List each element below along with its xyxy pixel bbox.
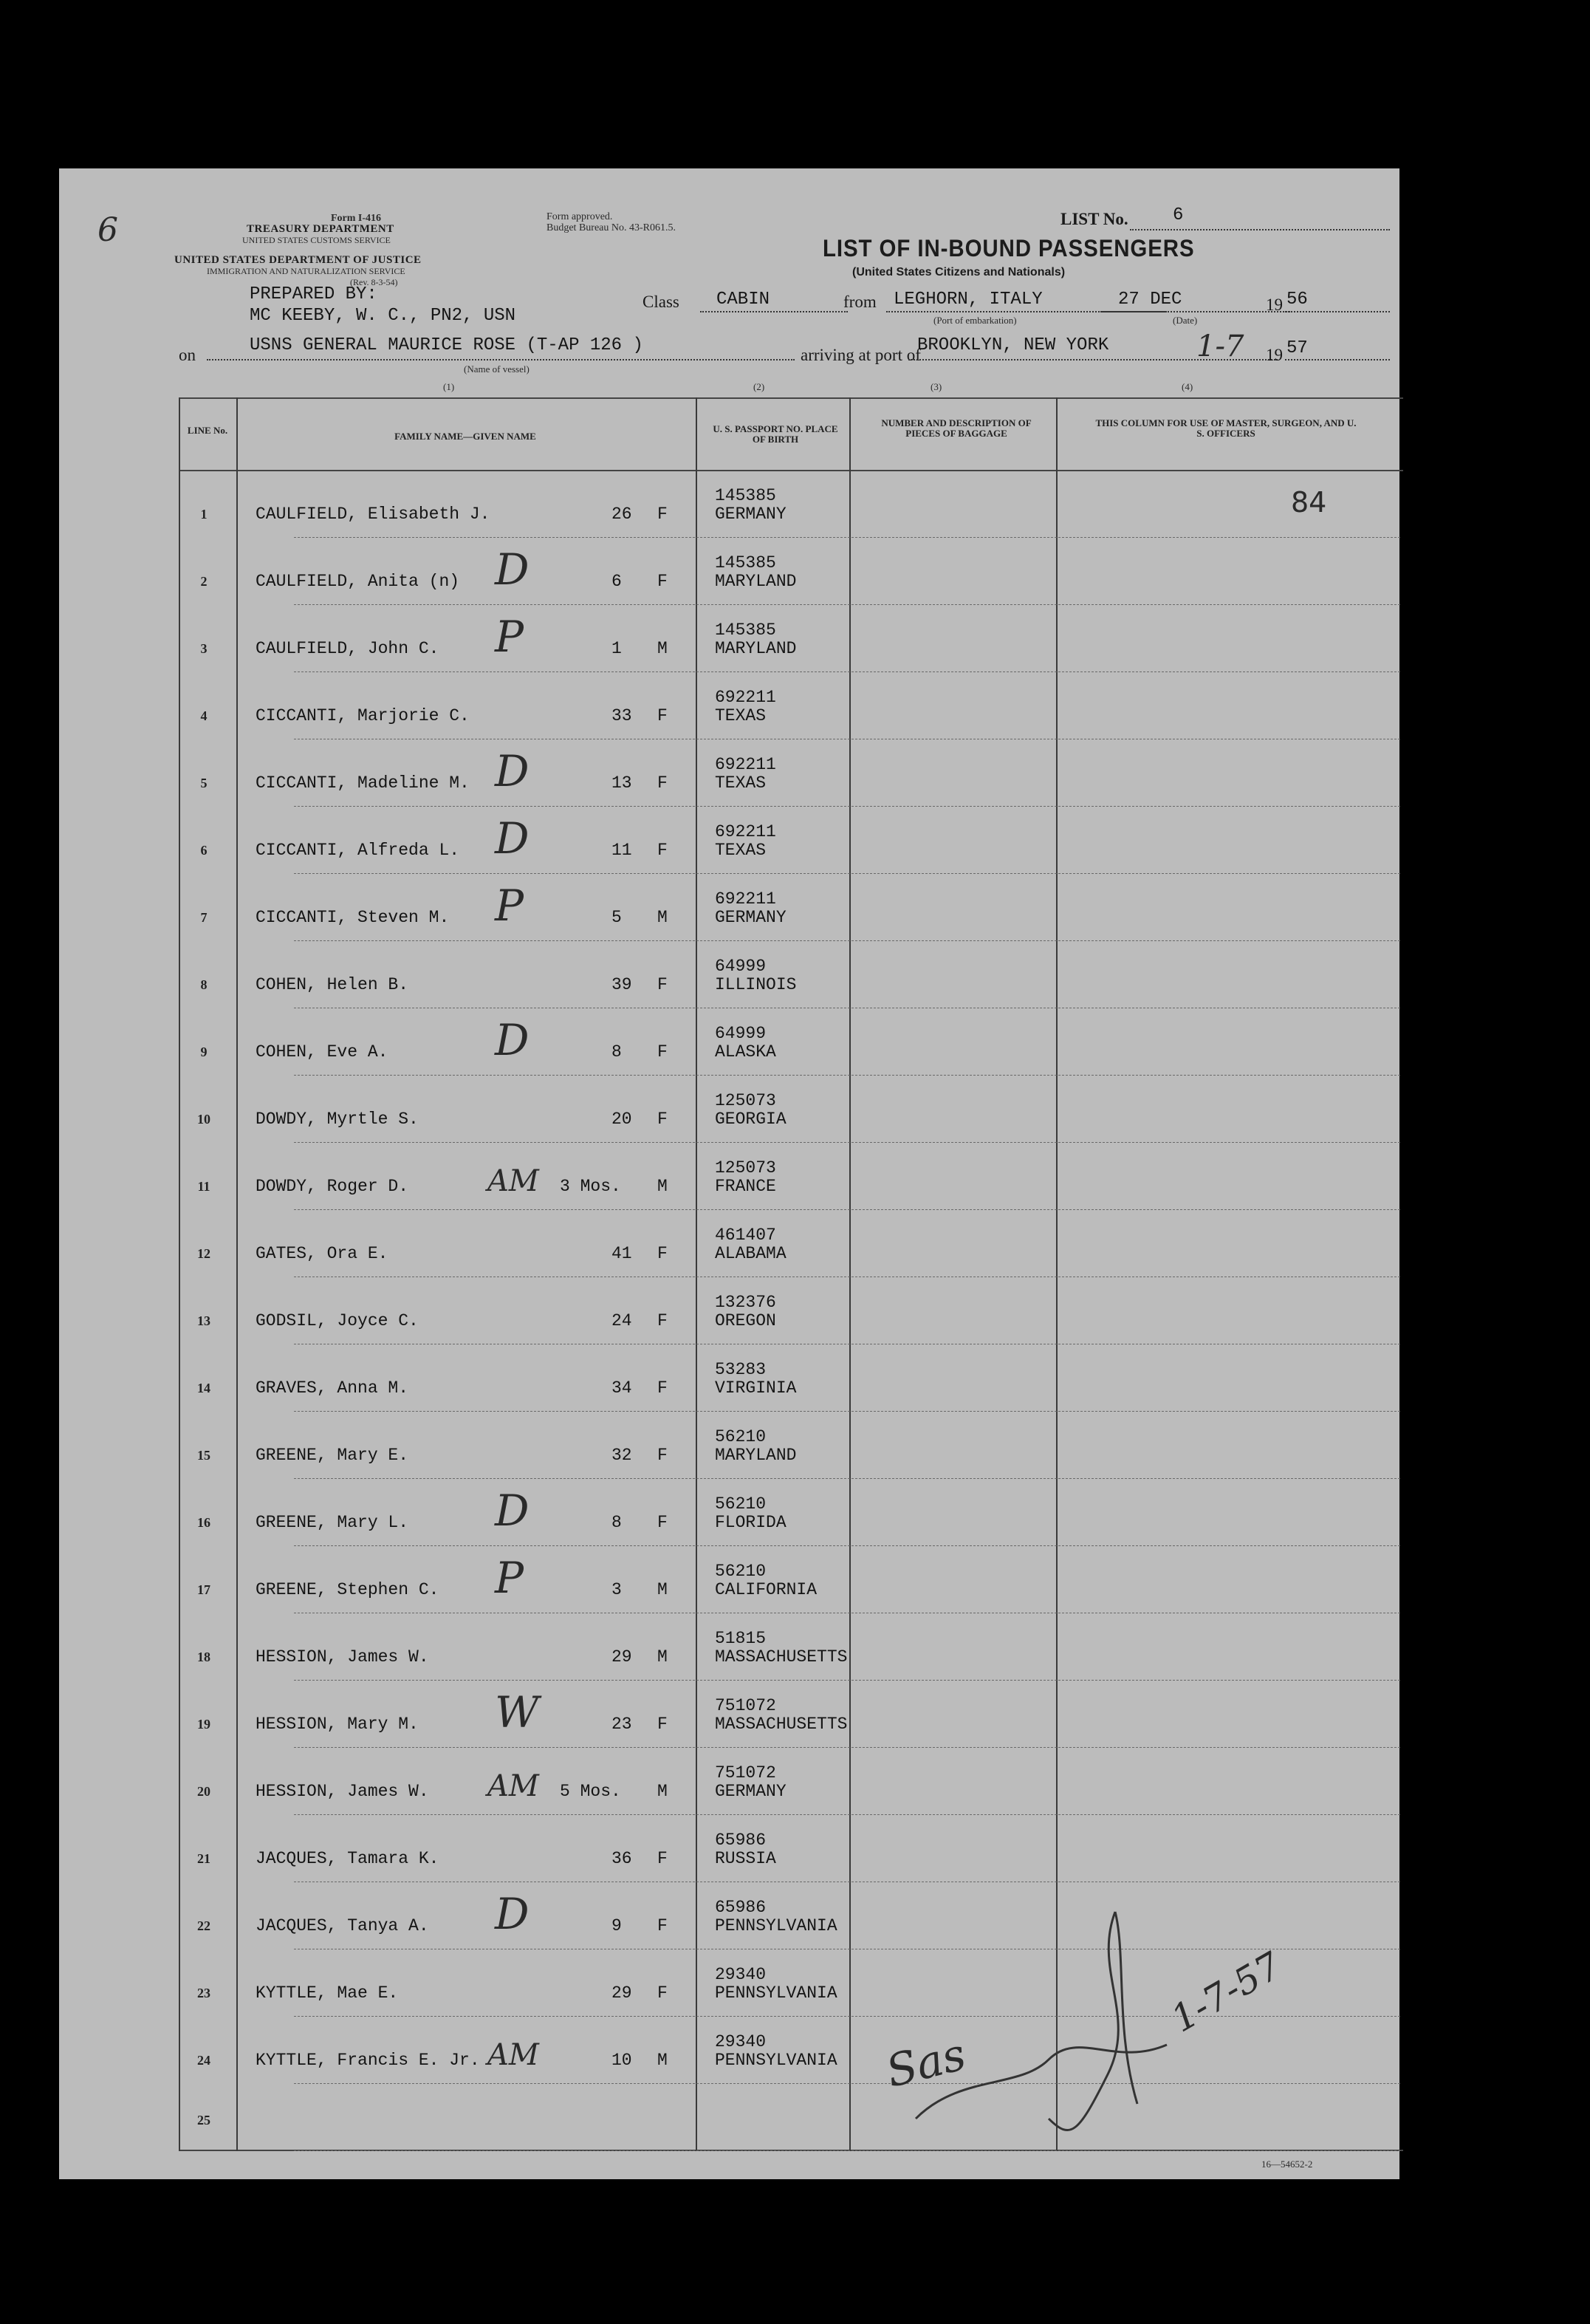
line-number: 12 xyxy=(197,1246,210,1261)
passport-number: 145385 xyxy=(715,553,776,573)
table-header-bottom-border xyxy=(179,470,1403,471)
handwritten-mark: AM xyxy=(487,1164,539,1198)
place-of-birth: TEXAS xyxy=(715,841,767,860)
passenger-age: 13 xyxy=(611,773,632,793)
passport-number: 65986 xyxy=(715,1831,767,1850)
passenger-age: 8 xyxy=(611,1042,622,1062)
passenger-sex: M xyxy=(657,2051,668,2070)
passport-number: 29340 xyxy=(715,1965,767,1984)
passport-number: 125073 xyxy=(715,1091,776,1110)
list-number-line xyxy=(1130,229,1390,230)
class-label: Class xyxy=(642,293,679,311)
row-divider xyxy=(294,1075,1400,1076)
passport-number: 29340 xyxy=(715,2032,767,2051)
passenger-name: CICCANTI, Marjorie C. xyxy=(256,706,470,725)
place-of-birth: ALABAMA xyxy=(715,1244,787,1263)
passenger-age: 23 xyxy=(611,1715,632,1734)
line-number: 24 xyxy=(197,2053,210,2068)
place-of-birth: MARYLAND xyxy=(715,639,797,658)
prepared-by-label: PREPARED BY: xyxy=(250,284,377,304)
signature-scribble xyxy=(871,1882,1315,2163)
line-number: 17 xyxy=(197,1582,210,1597)
passenger-name: HESSION, Mary M. xyxy=(256,1715,419,1734)
passenger-age: 32 xyxy=(611,1446,632,1465)
col-number-1: (1) xyxy=(443,381,455,392)
line-number: 14 xyxy=(197,1381,210,1395)
place-of-birth: FLORIDA xyxy=(715,1513,787,1532)
arrival-year-line xyxy=(1285,359,1390,360)
row-divider xyxy=(294,1478,1400,1479)
form-title: LIST OF IN-BOUND PASSENGERS xyxy=(823,235,1195,262)
arrival-date-handwritten: 1-7 xyxy=(1196,329,1244,363)
arrival-year-prefix: 19 xyxy=(1266,346,1283,364)
place-of-birth: MASSACHUSETTS xyxy=(715,1647,848,1667)
row-divider xyxy=(294,1814,1400,1815)
embark-year-line xyxy=(1285,311,1390,312)
passport-number: 64999 xyxy=(715,1024,767,1043)
embark-date-line xyxy=(1100,311,1292,312)
passenger-age: 6 xyxy=(611,572,622,591)
passenger-sex: F xyxy=(657,505,668,524)
passenger-age: 8 xyxy=(611,1513,622,1532)
immigration-service: IMMIGRATION AND NATURALIZATION SERVICE xyxy=(207,266,405,276)
passenger-sex: F xyxy=(657,841,668,860)
passenger-sex: M xyxy=(657,1177,668,1196)
customs-service: UNITED STATES CUSTOMS SERVICE xyxy=(242,235,391,245)
line-number: 4 xyxy=(200,708,208,723)
line-number: 8 xyxy=(200,977,208,992)
row-divider xyxy=(294,1209,1400,1210)
passenger-age: 41 xyxy=(611,1244,632,1263)
row-divider xyxy=(294,806,1400,807)
class-value: CABIN xyxy=(716,290,770,310)
passenger-age: 34 xyxy=(611,1378,632,1398)
line-number: 3 xyxy=(200,641,208,656)
place-of-birth: RUSSIA xyxy=(715,1849,776,1868)
passenger-age: 24 xyxy=(611,1311,632,1330)
header-officers-column: THIS COLUMN FOR USE OF MASTER, SURGEON, AND U. S. OFFICERS xyxy=(1095,417,1357,439)
handwritten-mark: W xyxy=(495,1687,539,1737)
passport-number: 64999 xyxy=(715,957,767,976)
passport-number: 692211 xyxy=(715,889,776,909)
passport-number: 56210 xyxy=(715,1562,767,1581)
passenger-sex: F xyxy=(657,1378,668,1398)
line-number: 7 xyxy=(200,910,208,925)
col-number-4: (4) xyxy=(1182,381,1193,392)
row-divider xyxy=(294,1680,1400,1681)
passenger-sex: M xyxy=(657,908,668,927)
line-number: 22 xyxy=(197,1918,210,1933)
passenger-sex: M xyxy=(657,639,668,658)
treasury-department: TREASURY DEPARTMENT xyxy=(247,223,394,235)
handwritten-mark: AM xyxy=(487,2038,539,2072)
place-of-birth: ALASKA xyxy=(715,1042,776,1062)
line-number: 23 xyxy=(197,1986,210,2000)
handwritten-mark: D xyxy=(495,1015,530,1065)
line-number: 21 xyxy=(197,1851,210,1866)
passenger-name: GREENE, Stephen C. xyxy=(256,1580,439,1599)
passenger-age: 36 xyxy=(611,1849,632,1868)
revision-date: (Rev. 8-3-54) xyxy=(350,277,398,287)
passenger-sex: F xyxy=(657,773,668,793)
handwritten-mark: P xyxy=(495,1553,524,1603)
passenger-age: 29 xyxy=(611,1647,632,1667)
passenger-name: GRAVES, Anna M. xyxy=(256,1378,409,1398)
passenger-sex: M xyxy=(657,1782,668,1801)
class-line xyxy=(700,311,848,312)
passenger-name: CICCANTI, Madeline M. xyxy=(256,773,470,793)
line-number: 6 xyxy=(200,843,208,858)
passenger-name: HESSION, James W. xyxy=(256,1782,429,1801)
passenger-age: 3 xyxy=(611,1580,622,1599)
place-of-birth: MARYLAND xyxy=(715,572,797,591)
passenger-sex: F xyxy=(657,706,668,725)
passenger-name: COHEN, Helen B. xyxy=(256,975,409,994)
prepared-by-value: MC KEEBY, W. C., PN2, USN xyxy=(250,306,516,326)
line-number: 15 xyxy=(197,1448,210,1463)
line-number: 11 xyxy=(197,1179,210,1194)
arriving-label: arriving at port of xyxy=(801,346,921,364)
col-number-2: (2) xyxy=(753,381,765,392)
line-number: 18 xyxy=(197,1650,210,1664)
passenger-age: 10 xyxy=(611,2051,632,2070)
passenger-sex: F xyxy=(657,572,668,591)
passenger-name: CAULFIELD, Anita (n) xyxy=(256,572,460,591)
line-number: 10 xyxy=(197,1112,210,1127)
name-divider xyxy=(696,397,697,2151)
passenger-age: 5 xyxy=(611,908,622,927)
row-divider xyxy=(294,604,1400,605)
place-of-birth: OREGON xyxy=(715,1311,776,1330)
passenger-sex: F xyxy=(657,1513,668,1532)
passport-number: 65986 xyxy=(715,1898,767,1917)
passenger-sex: F xyxy=(657,1849,668,1868)
port-of-embarkation: LEGHORN, ITALY xyxy=(894,290,1043,310)
passenger-age: 3 Mos. xyxy=(560,1177,621,1196)
passenger-name: HESSION, James W. xyxy=(256,1647,429,1667)
place-of-birth: CALIFORNIA xyxy=(715,1580,818,1599)
handwritten-mark: D xyxy=(495,544,530,595)
row-divider xyxy=(294,671,1400,672)
passenger-name: DOWDY, Roger D. xyxy=(256,1177,409,1196)
list-number-value: 6 xyxy=(1173,205,1184,225)
row-divider xyxy=(294,1545,1400,1546)
line-number: 16 xyxy=(197,1515,210,1530)
on-label: on xyxy=(179,346,196,364)
header-family-name: FAMILY NAME—GIVEN NAME xyxy=(394,431,536,442)
passport-number: 125073 xyxy=(715,1158,776,1178)
passenger-name: CICCANTI, Steven M. xyxy=(256,908,450,927)
handwritten-mark: D xyxy=(495,746,530,796)
passenger-age: 9 xyxy=(611,1916,622,1935)
passport-number: 145385 xyxy=(715,621,776,640)
place-of-birth: GEORGIA xyxy=(715,1110,787,1129)
row-divider xyxy=(294,1142,1400,1143)
line-no-divider xyxy=(236,397,238,2151)
passport-number: 461407 xyxy=(715,1226,776,1245)
passport-number: 56210 xyxy=(715,1494,767,1514)
officer-note-84: 84 xyxy=(1291,486,1327,519)
passenger-sex: F xyxy=(657,1110,668,1129)
line-number: 19 xyxy=(197,1717,210,1732)
port-of-arrival: BROOKLYN, NEW YORK xyxy=(917,335,1109,355)
line-number: 5 xyxy=(200,776,208,790)
col-number-3: (3) xyxy=(931,381,942,392)
footer-code: 16—54652-2 xyxy=(1261,2159,1313,2170)
place-of-birth: GERMANY xyxy=(715,505,787,524)
department-of-justice: UNITED STATES DEPARTMENT OF JUSTICE xyxy=(174,254,422,266)
passenger-sex: M xyxy=(657,1580,668,1599)
passport-number: 751072 xyxy=(715,1696,776,1715)
table-left-border xyxy=(179,397,180,2151)
passenger-sex: M xyxy=(657,1647,668,1667)
passenger-name: DOWDY, Myrtle S. xyxy=(256,1110,419,1129)
passport-number: 51815 xyxy=(715,1629,767,1648)
passenger-sex: F xyxy=(657,1446,668,1465)
place-of-birth: TEXAS xyxy=(715,773,767,793)
date-caption: (Date) xyxy=(1173,315,1198,326)
place-of-birth: PENNSYLVANIA xyxy=(715,1916,837,1935)
passenger-name: KYTTLE, Mae E. xyxy=(256,1983,399,2003)
line-number: 13 xyxy=(197,1313,210,1328)
list-number-label: LIST No. xyxy=(1060,210,1128,228)
row-divider xyxy=(294,940,1400,941)
passenger-name: GODSIL, Joyce C. xyxy=(256,1311,419,1330)
signature-date-note: 1-7-57 xyxy=(1164,1944,1289,2041)
passenger-age: 29 xyxy=(611,1983,632,2003)
passenger-sex: F xyxy=(657,1311,668,1330)
handwritten-mark: P xyxy=(495,881,524,931)
form-approved: Form approved. xyxy=(546,211,613,222)
budget-bureau-number: Budget Bureau No. 43-R061.5. xyxy=(546,222,676,233)
header-passport-birthplace: U. S. PASSPORT NO. PLACE OF BIRTH xyxy=(713,423,838,445)
passport-number: 692211 xyxy=(715,688,776,707)
passenger-age: 20 xyxy=(611,1110,632,1129)
passenger-name: GATES, Ora E. xyxy=(256,1244,388,1263)
passport-number: 56210 xyxy=(715,1427,767,1446)
place-of-birth: MARYLAND xyxy=(715,1446,797,1465)
passport-number: 692211 xyxy=(715,822,776,841)
passenger-sex: F xyxy=(657,1983,668,2003)
line-number: 9 xyxy=(200,1045,208,1059)
row-divider xyxy=(294,537,1400,538)
place-of-birth: PENNSYLVANIA xyxy=(715,1983,837,2003)
row-divider xyxy=(294,873,1400,874)
corner-handwritten-mark: 6 xyxy=(97,211,118,249)
place-of-birth: MASSACHUSETTS xyxy=(715,1715,848,1734)
handwritten-mark: D xyxy=(495,813,530,864)
place-of-birth: PENNSYLVANIA xyxy=(715,2051,837,2070)
form-sheet xyxy=(59,168,1399,2179)
handwritten-mark: AM xyxy=(487,1769,539,1803)
port-of-embarkation-caption: (Port of embarkation) xyxy=(933,315,1017,326)
handwritten-mark: D xyxy=(495,1889,530,1939)
place-of-birth: TEXAS xyxy=(715,706,767,725)
line-number: 20 xyxy=(197,1784,210,1799)
passenger-sex: F xyxy=(657,1244,668,1263)
passenger-name: GREENE, Mary E. xyxy=(256,1446,409,1465)
inspector-signature: Sas xyxy=(881,2029,971,2098)
line-number: 2 xyxy=(200,574,208,589)
passenger-sex: F xyxy=(657,975,668,994)
handwritten-mark: P xyxy=(495,612,524,662)
table-top-border xyxy=(179,397,1403,399)
form-subtitle: (United States Citizens and Nationals) xyxy=(852,266,1066,278)
handwritten-mark: D xyxy=(495,1486,530,1536)
passenger-age: 1 xyxy=(611,639,622,658)
embark-year: 56 xyxy=(1286,290,1308,310)
passport-number: 53283 xyxy=(715,1360,767,1379)
vessel-name: USNS GENERAL MAURICE ROSE (T-AP 126 ) xyxy=(250,335,643,355)
place-of-birth: VIRGINIA xyxy=(715,1378,797,1398)
passenger-name: COHEN, Eve A. xyxy=(256,1042,388,1062)
passport-number: 145385 xyxy=(715,486,776,505)
place-of-birth: GERMANY xyxy=(715,908,787,927)
header-line-no: LINE No. xyxy=(187,425,228,436)
place-of-birth: GERMANY xyxy=(715,1782,787,1801)
embark-date: 27 DEC xyxy=(1118,290,1182,310)
arrival-year: 57 xyxy=(1286,338,1308,358)
passenger-age: 39 xyxy=(611,975,632,994)
embark-year-prefix: 19 xyxy=(1266,295,1283,314)
passport-number: 751072 xyxy=(715,1763,776,1783)
passenger-name: CICCANTI, Alfreda L. xyxy=(256,841,460,860)
passenger-name: KYTTLE, Francis E. Jr. xyxy=(256,2051,480,2070)
place-of-birth: FRANCE xyxy=(715,1177,776,1196)
from-label: from xyxy=(843,293,877,311)
passenger-name: CAULFIELD, John C. xyxy=(256,639,439,658)
vessel-line xyxy=(207,359,795,360)
passenger-sex: F xyxy=(657,1916,668,1935)
place-of-birth: ILLINOIS xyxy=(715,975,797,994)
passport-number: 692211 xyxy=(715,755,776,774)
line-number: 1 xyxy=(200,507,208,522)
passenger-name: GREENE, Mary L. xyxy=(256,1513,409,1532)
passenger-age: 33 xyxy=(611,706,632,725)
row-divider xyxy=(294,1747,1400,1748)
passenger-age: 5 Mos. xyxy=(560,1782,621,1801)
passenger-name: JACQUES, Tamara K. xyxy=(256,1849,439,1868)
passenger-name: CAULFIELD, Elisabeth J. xyxy=(256,505,490,524)
line-number: 25 xyxy=(197,2113,210,2128)
passport-divider xyxy=(849,397,851,2151)
row-divider xyxy=(294,1411,1400,1412)
passenger-name: JACQUES, Tanya A. xyxy=(256,1916,429,1935)
passenger-sex: F xyxy=(657,1042,668,1062)
passenger-sex: F xyxy=(657,1715,668,1734)
passport-number: 132376 xyxy=(715,1293,776,1312)
vessel-caption: (Name of vessel) xyxy=(464,363,530,375)
header-baggage: NUMBER AND DESCRIPTION OF PIECES OF BAGGAGE xyxy=(881,417,1032,439)
passenger-age: 11 xyxy=(611,841,632,860)
form-number: Form I-416 xyxy=(331,213,382,224)
passenger-age: 26 xyxy=(611,505,632,524)
